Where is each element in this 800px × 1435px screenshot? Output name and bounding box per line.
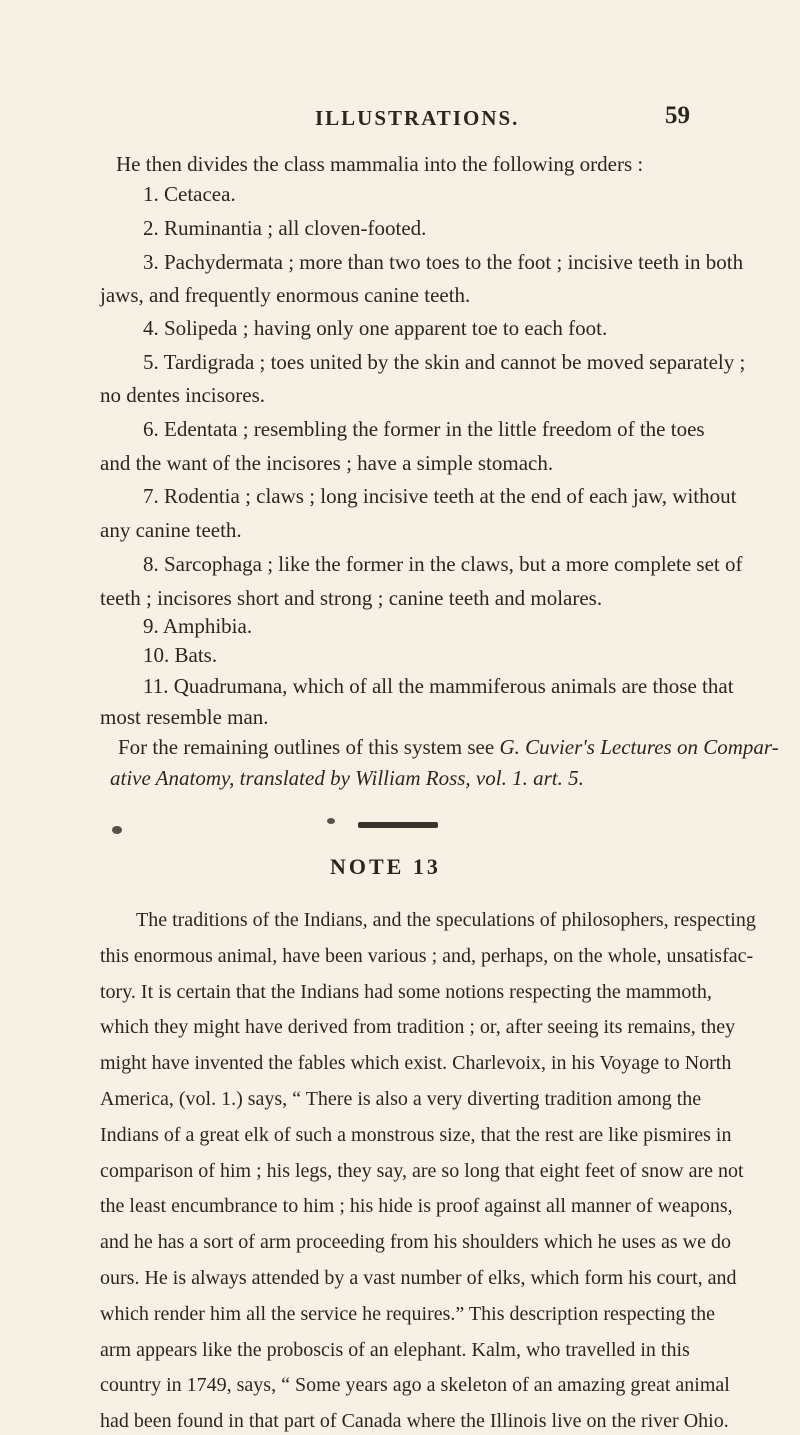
note-line: comparison of him ; his legs, they say, are so long that eight feet of snow are not bbox=[100, 1159, 744, 1182]
order-line: any canine teeth. bbox=[100, 518, 242, 542]
note-line: might have invented the fables which exist. Charlevoix, in his Voyage to North bbox=[100, 1052, 732, 1075]
note-line: which they might have derived from tradition ; or, after seeing its remains, they bbox=[100, 1016, 736, 1039]
order-line: 5. Tardigrada ; toes united by the skin and cannot be moved separately ; bbox=[143, 350, 746, 374]
order-line: 9. Amphibia. bbox=[143, 614, 253, 638]
order-line: 8. Sarcophaga ; like the former in the claws, but a more complete set of bbox=[143, 552, 743, 576]
order-line: 6. Edentata ; resembling the former in the little freedom of the toes bbox=[143, 417, 705, 441]
order-line: and the want of the incisores ; have a simple stomach. bbox=[100, 451, 554, 475]
running-head bbox=[0, 102, 800, 140]
note-heading: NOTE 13 bbox=[330, 854, 441, 879]
order-line: 11. Quadrumana, which of all the mammiferous animals are those that bbox=[143, 674, 734, 698]
note-line: and he has a sort of arm proceeding from his shoulders which he uses as we do bbox=[100, 1231, 731, 1254]
order-line: jaws, and frequently enormous canine teeth. bbox=[100, 283, 471, 307]
order-line: no dentes incisores. bbox=[100, 383, 266, 407]
ink-mark bbox=[327, 818, 335, 824]
running-title: ILLUSTRATIONS. bbox=[315, 106, 520, 130]
page-number: 59 bbox=[665, 102, 690, 129]
note-line: the least encumbrance to him ; his hide is proof against all manner of weapons, bbox=[100, 1195, 733, 1218]
order-line: 4. Solipeda ; having only one apparent toe to each foot. bbox=[143, 316, 608, 340]
order-line: 10. Bats. bbox=[143, 643, 218, 667]
section-divider bbox=[358, 822, 438, 828]
ink-mark bbox=[112, 826, 122, 834]
note-line: The traditions of the Indians, and the speculations of philosophers, respecting bbox=[136, 909, 756, 931]
order-line: most resemble man. bbox=[100, 705, 269, 729]
note-line: tory. It is certain that the Indians had some notions respecting the mammoth, bbox=[100, 980, 712, 1003]
order-line: 1. Cetacea. bbox=[143, 182, 236, 206]
note-line: which render him all the service he requires.” This description respecting the bbox=[100, 1302, 715, 1325]
note-line: country in 1749, says, “ Some years ago a skeleton of an amazing great animal bbox=[100, 1374, 730, 1397]
reference-title: G. Cuvier's Lectures on Compar- bbox=[499, 735, 779, 759]
order-line: 7. Rodentia ; claws ; long incisive teeth at the end of each jaw, without bbox=[143, 484, 737, 508]
reference-text: For the remaining outlines of this system see bbox=[118, 735, 500, 759]
intro-line: He then divides the class mammalia into the following orders : bbox=[116, 152, 644, 176]
order-line: 3. Pachydermata ; more than two toes to the foot ; incisive teeth in both bbox=[143, 250, 744, 274]
note-line: Indians of a great elk of such a monstrous size, that the rest are like pismires in bbox=[100, 1123, 732, 1146]
note-line: America, (vol. 1.) says, “ There is also a very diverting tradition among the bbox=[100, 1088, 702, 1110]
reference-line-2: ative Anatomy, translated by William Ross, vol. 1. art. 5. bbox=[110, 766, 584, 790]
note-line: arm appears like the proboscis of an elephant. Kalm, who travelled in this bbox=[100, 1338, 690, 1361]
reference-line-1 bbox=[118, 733, 779, 761]
order-line: teeth ; incisores short and strong ; canine teeth and molares. bbox=[100, 586, 603, 610]
note-line: ours. He is always attended by a vast number of elks, which form his court, and bbox=[100, 1267, 737, 1289]
order-line: 2. Ruminantia ; all cloven-footed. bbox=[143, 216, 427, 240]
note-line: this enormous animal, have been various ; and, perhaps, on the whole, unsatisfac- bbox=[100, 944, 754, 967]
note-line: had been found in that part of Canada where the Illinois live on the river Ohio. bbox=[100, 1410, 729, 1433]
